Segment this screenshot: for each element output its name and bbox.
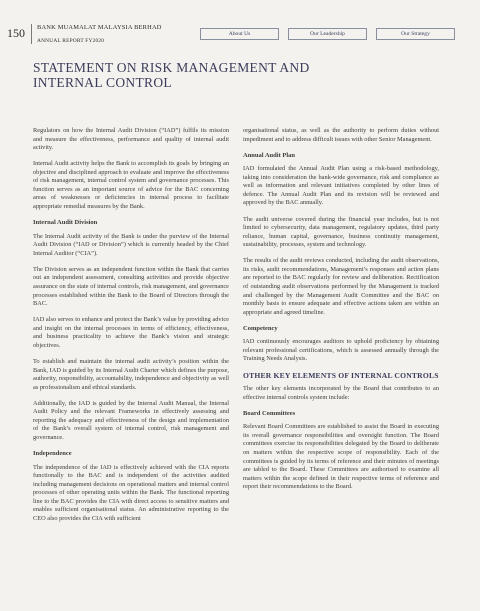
paragraph: The results of the audit reviews conducted, including the audit observations, its risks, audit recommendations, Management’s responses and action plans are reported to the BAC regularly for review and deliberation. Rectification of outstanding audit observations performed by the Management is tracked and challenged by the Management Audit Committee and the BAC on monthly basis to ensure adequate and effective actions taken are within an appropriate and agreed timeline. <box>243 257 439 316</box>
paragraph: Internal Audit activity helps the Bank to accomplish its goals by bringing an objective and disciplined approach to evaluate and improve the effectiveness of risk management, internal control system and governance processes. This function serves as an important source of advice for the BAC concerning areas of weaknesses or deficiencies in internal process to facilitate appropriate remedial measures by the Bank. <box>33 160 229 210</box>
paragraph: The Internal Audit activity of the Bank is under the purview of the Internal Audit Division (“IAD or Division”) which is currently headed by the Chief Internal Auditor (“CIA”). <box>33 232 229 257</box>
nav-our-leadership-button[interactable]: Our Leadership <box>288 28 367 40</box>
header-divider <box>31 24 32 44</box>
section-heading: Internal Audit Division <box>33 219 98 227</box>
paragraph: IAD also serves to enhance and protect the Bank’s value by providing advice and insight on the internal processes in terms of efficiency, effectiveness, and business practicality to achieve the Bank’s vision and strategic objectives. <box>33 316 229 349</box>
paragraph: The independence of the IAD is effectively achieved with the CIA reports functionally to the BAC and is independent of the activities audited including management decisions on operational matters and internal control processes of other operating units within the Bank. The functional reporting line to the BAC provides the CIA with direct access to sensitive matters and enables sufficient organisational status. An administrative reporting to the CEO also provides the CIA with sufficient <box>33 463 229 522</box>
major-heading: OTHER KEY ELEMENTS OF INTERNAL CONTROLS <box>243 370 439 380</box>
page-title-line-2: INTERNAL CONTROL <box>33 75 172 90</box>
nav-about-us-button[interactable]: About Us <box>200 28 279 40</box>
paragraph: The other key elements incorporated by the Board that contributes to an effective internal controls system include: <box>243 385 439 401</box>
left-column <box>33 127 229 531</box>
paragraph: IAD continuously encourages auditors to uphold proficiency by obtaining relevant professional certifications, which is assessed annually through the Training Needs Analysis. <box>243 338 439 363</box>
report-name: ANNUAL REPORT FY2020 <box>37 38 105 44</box>
page-title-line-1: STATEMENT ON RISK MANAGEMENT AND <box>33 60 310 75</box>
section-heading: Independence <box>33 450 72 458</box>
page-title <box>33 60 333 90</box>
page-number: 150 <box>7 26 25 40</box>
paragraph: IAD formulated the Annual Audit Plan using a risk-based methodology, taking into consideration the bank-wide governance, risk and compliance as well as information and relevant initiatives completed by other lines of defence. The Annual Audit Plan and its revision will be reviewed and approved by the BAC annually. <box>243 165 439 207</box>
right-column <box>243 127 439 499</box>
top-nav <box>200 28 455 40</box>
nav-our-strategy-button[interactable]: Our Strategy <box>376 28 455 40</box>
section-heading: Competency <box>243 324 278 332</box>
paragraph: Relevant Board Committees are established to assist the Board in executing its overall governance responsibilities and oversight function. The Board committees exercise its responsibilities delegated by the Board to deliberate on matters within the respective scope of responsibility. Each of the committees is guided by its terms of reference and their minutes of meetings are tabled to the Board. These Committees are authorised to examine all matters within the scope defined in their respective terms of reference and report their recommendations to the Board. <box>243 423 439 491</box>
paragraph: To establish and maintain the internal audit activity’s position within the Bank, IAD is guided by its Internal Audit Charter which defines the purpose, authority, responsibility, accountability, independence and objectivity as well as professionalism and ethical standards. <box>33 358 229 391</box>
section-heading: Board Committees <box>243 409 296 417</box>
paragraph: organisational status, as well as the authority to perform duties without impediment and to address difficult issues with other Senior Management. <box>243 127 439 143</box>
org-name: BANK MUAMALAT MALAYSIA BERHAD <box>37 24 162 31</box>
paragraph: Additionally, the IAD is guided by the Internal Audit Manual, the Internal Audit Policy and the relevant Frameworks in effectively assessing and reporting the adequacy and effectiveness of the design and implementation of the Bank’s overall system of internal control, risk management and governance. <box>33 399 229 441</box>
section-heading: Annual Audit Plan <box>243 151 296 159</box>
paragraph: The Division serves as an independent function within the Bank that carries out an independent assessment, consulting activities and provide objective assurance on the state of internal controls, risk management, and governance processes established within the Bank to the Board of Directors through the BAC. <box>33 265 229 308</box>
paragraph: Regulators on how the Internal Audit Division (“IAD”) fulfils its mission and measure the effectiveness, performance and quality of internal audit activity. <box>33 127 229 152</box>
paragraph: The audit universe covered during the financial year includes, but is not limited to cybersecurity, data management, regulatory updates, third party reliance, human capital, governance, business continuity management, sustainability, processes, system and technology. <box>243 215 439 249</box>
